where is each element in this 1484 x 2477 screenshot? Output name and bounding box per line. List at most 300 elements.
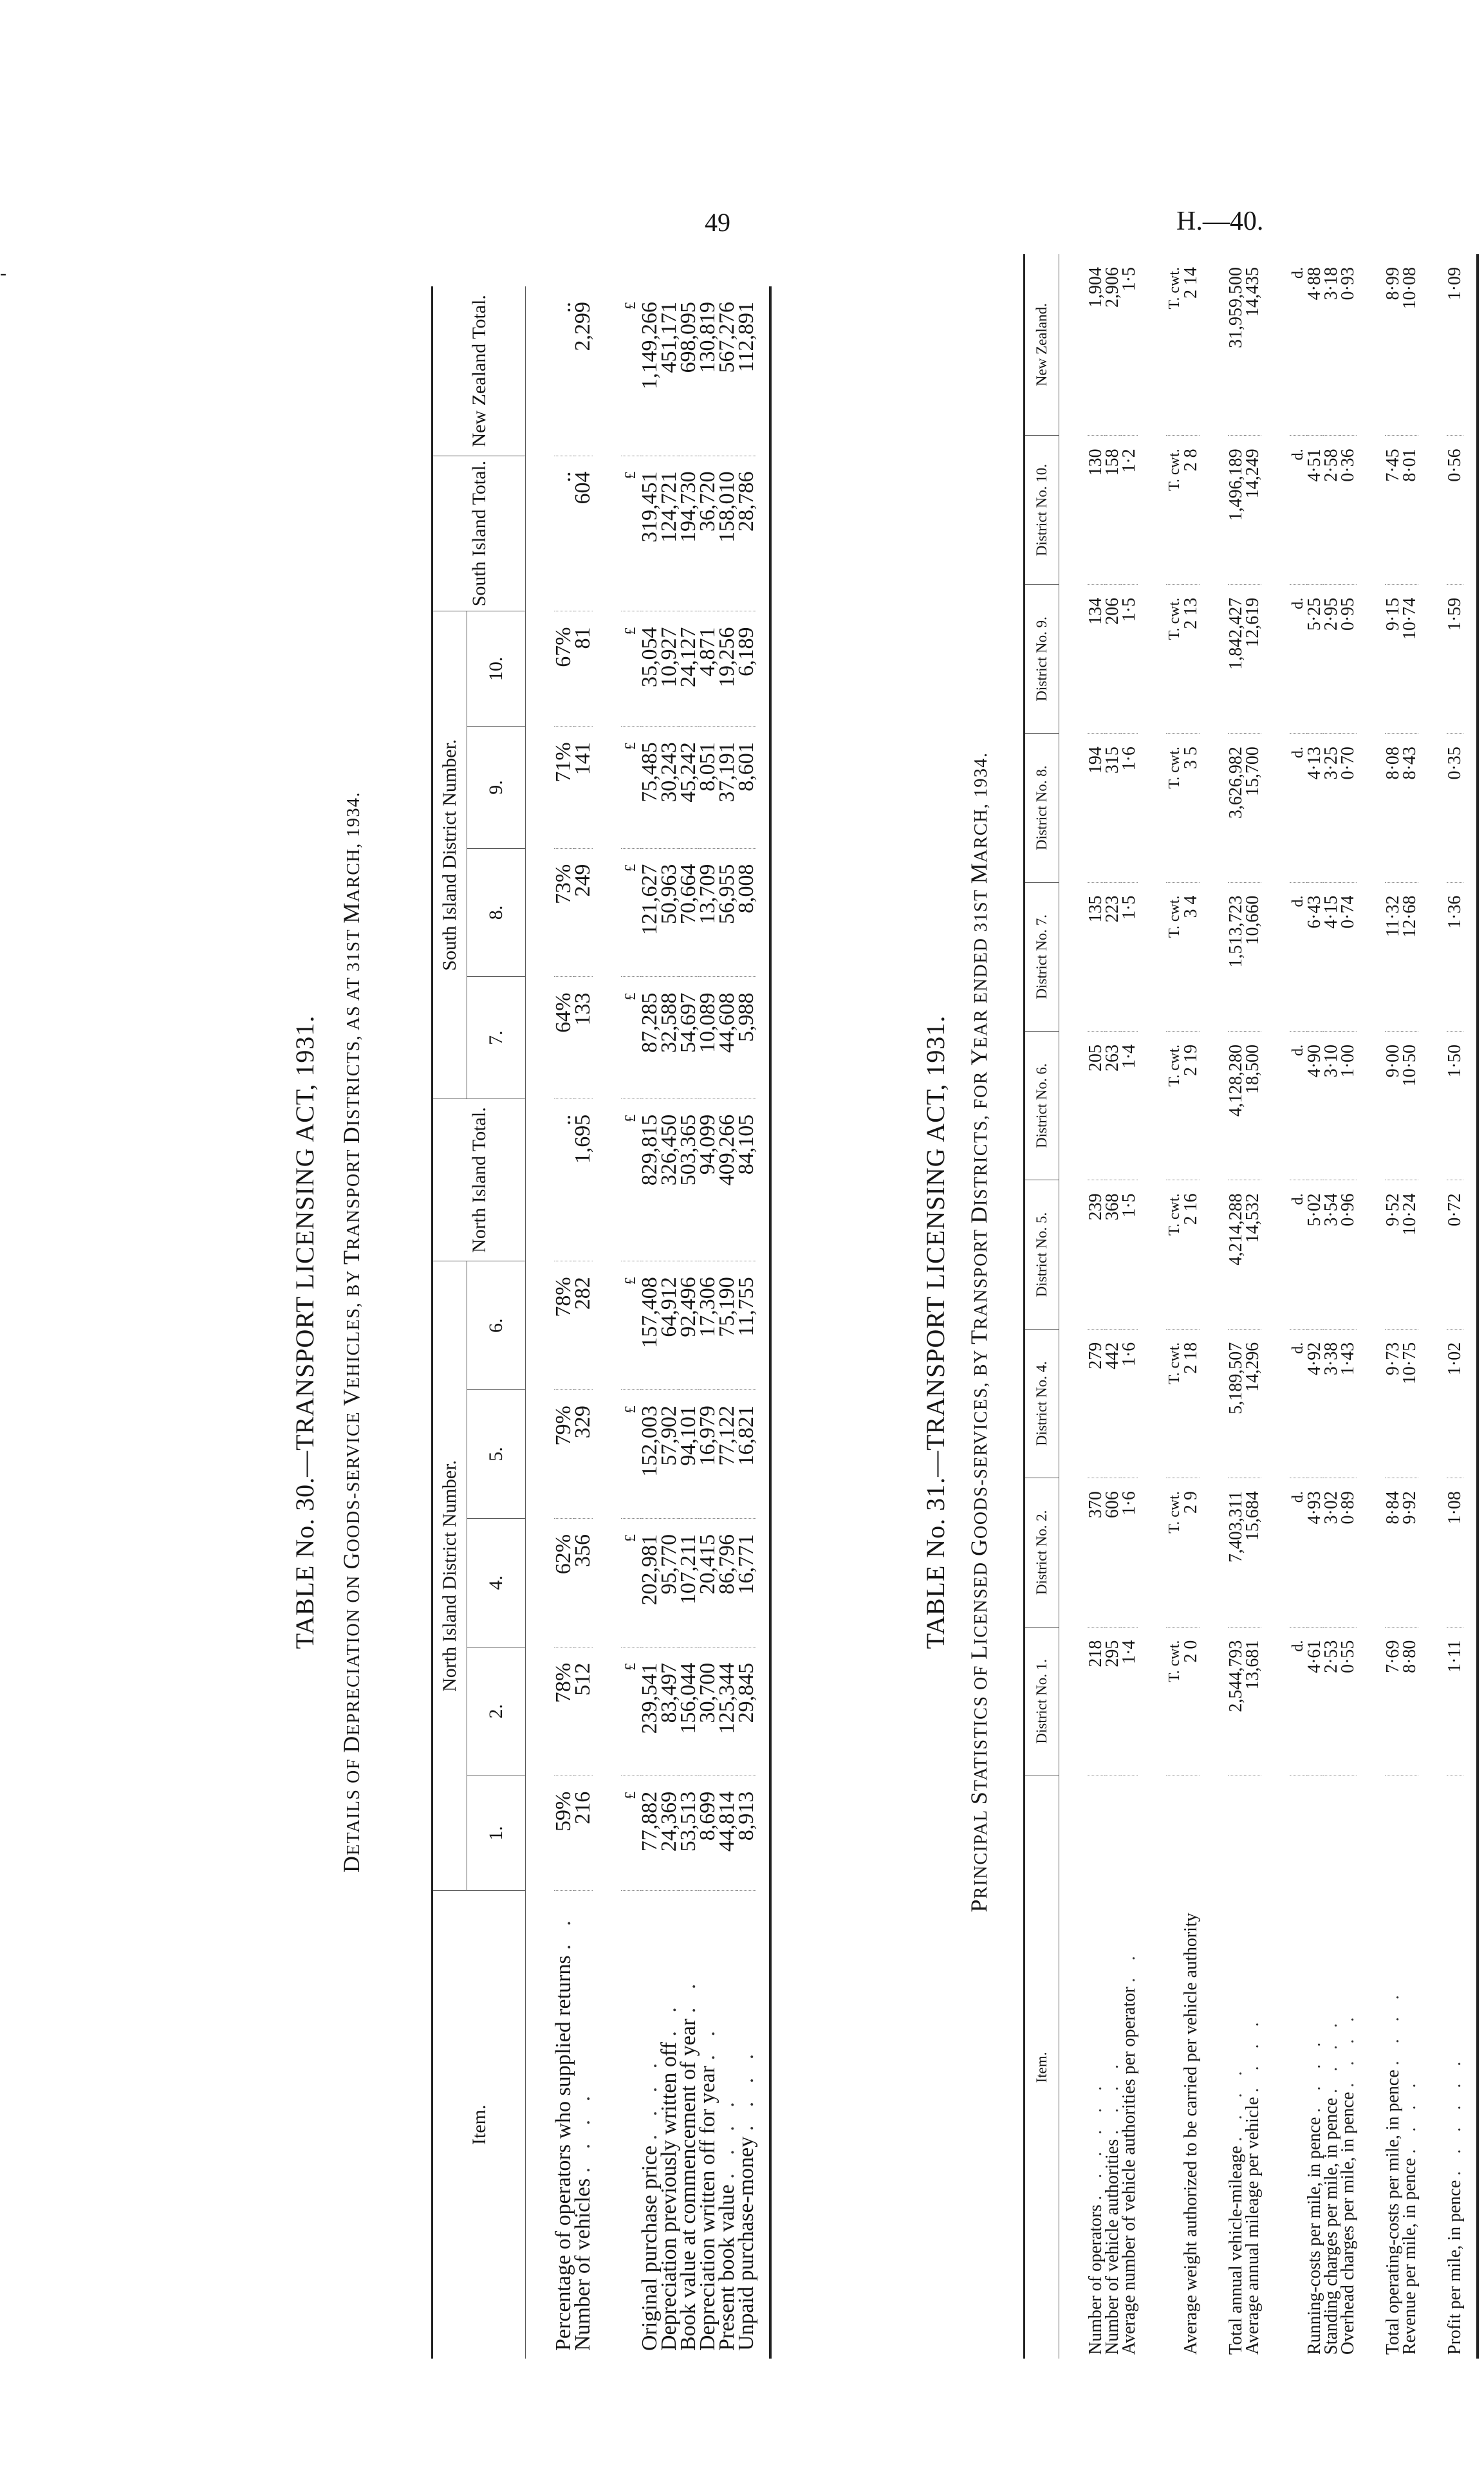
table30-value-cell: 2,299 (573, 286, 593, 456)
table30-value-cell: 8,601 (737, 727, 756, 848)
table31-subtitle-part: Y (966, 1048, 992, 1066)
table31-value-cell: 606 (1104, 1478, 1121, 1627)
table30-subtitle-part: EHICLES, BY (344, 1265, 364, 1389)
table31-value-cell: 31,959,500 (1228, 254, 1245, 436)
table30-value-cell: 125,344 (718, 1647, 737, 1776)
table31-district-header: District No. 1. (1025, 1627, 1059, 1776)
table31-value-cell: T. cwt. (1166, 1180, 1183, 1329)
table31-district-header: District No. 6. (1025, 1031, 1059, 1180)
table30-value-cell: 604 (573, 456, 593, 611)
table31-row-label: Total operating-costs per mile, in pence (1383, 2070, 1403, 2355)
table30-value-cell: 698,095 (679, 286, 698, 456)
table31-value-cell: 368 (1104, 1180, 1121, 1329)
table30-value-cell: 157,408 (640, 1261, 660, 1390)
table31-value-cell: 4·93 (1306, 1478, 1323, 1627)
table30-value-cell: 30,700 (698, 1647, 718, 1776)
table31-value-cell: 1·50 (1447, 1031, 1463, 1180)
table30-row-label: Original purchase price (638, 2145, 662, 2351)
table31-value-cell: 5·25 (1306, 584, 1323, 733)
table31-value-cell: T. cwt. (1166, 882, 1183, 1031)
table31-spacer-cell (1138, 254, 1166, 2359)
table31-value-cell: 2 8 (1183, 436, 1200, 584)
table31-subtitle-part: P (966, 1898, 992, 1913)
table30-row-label: Number of vehicles (571, 2178, 595, 2351)
table30-value-cell: £ (621, 727, 640, 848)
table31-subtitle-part: G (966, 1539, 992, 1556)
table31-row-label: Average weight authorized to be carried per vehicle authority (1181, 1913, 1201, 2355)
table31-value-cell: 218 (1088, 1627, 1104, 1776)
table31-row-label: Overhead charges per mile, in pence (1338, 2092, 1358, 2355)
table30-value-cell: £ (621, 1099, 640, 1261)
table30-value-cell: 35,054 (640, 611, 660, 727)
table31-value-cell: d. (1290, 436, 1306, 584)
table31-spacer-row (1138, 254, 1166, 2359)
table31-row-label-cell (1121, 1776, 1138, 2359)
table31-leader-dots: . . . . (1243, 2016, 1263, 2093)
table31-leader-dots: . . . . . . (1086, 2079, 1106, 2200)
table30-subtitle-part: ETAILS OF (344, 1752, 364, 1855)
table31-row-label: Standing charges per mile, in pence (1321, 2097, 1341, 2355)
table30-value-cell: 53,513 (679, 1776, 698, 1891)
table30-value-cell: 16,979 (698, 1390, 718, 1519)
table31-value-cell: 18,500 (1245, 1031, 1261, 1180)
table31-value-cell: d. (1290, 1329, 1306, 1478)
table30-value-cell: 87,285 (640, 977, 660, 1099)
table30-value-cell: 62% (554, 1518, 573, 1647)
table30-subtitle-part: RANSPORT (344, 1144, 364, 1250)
table31-value-cell: 3·10 (1323, 1031, 1340, 1180)
table30 (431, 286, 772, 2359)
table31-value-cell: T. cwt. (1166, 436, 1183, 584)
table31-row-label: Average number of vehicle authorities per operator (1119, 1987, 1139, 2355)
table30-value-cell: 13,709 (698, 848, 718, 977)
table30-row (573, 286, 593, 2359)
table31-row-label-cell (1183, 1776, 1200, 2359)
table31-value-cell: 9·15 (1385, 584, 1402, 733)
table30-value-cell: 45,242 (679, 727, 698, 848)
table30-south-group-header: South Island District Number. (432, 611, 467, 1099)
table30-value-cell: 54,697 (679, 977, 698, 1099)
table30-leader-dots: . . (552, 1914, 575, 1950)
table31-district-header: District No. 4. (1025, 1329, 1059, 1478)
table31-value-cell: 8·80 (1402, 1627, 1418, 1776)
table31-district-header: District No. 10. (1025, 436, 1059, 584)
table31-row-label: Number of operators (1086, 2204, 1106, 2355)
table30-bottom-rule-cell (756, 286, 770, 2359)
table31-value-cell: 14,532 (1245, 1180, 1261, 1329)
table31-value-cell: 4·88 (1306, 254, 1323, 436)
table30-south-total-header: South Island Total. (432, 456, 526, 611)
table30-south-col-header: 7. (467, 977, 526, 1099)
table30-value-cell: £ (621, 456, 640, 611)
table31-value-cell: 4·90 (1306, 1031, 1323, 1180)
table31-value-cell: 0·70 (1340, 734, 1357, 882)
table31-value-cell: 2 16 (1183, 1180, 1200, 1329)
table31-value-cell: 9·92 (1402, 1478, 1418, 1627)
table31-value-cell: 1·6 (1121, 1478, 1138, 1627)
table31-value-cell: 1·00 (1340, 1031, 1357, 1180)
table31-value-cell: 194 (1088, 734, 1104, 882)
table30-subtitle-part: EPRECIATION ON (344, 1569, 364, 1736)
table31-leader-dots: . . . . . . (1445, 2055, 1465, 2176)
table30-value-cell: 28,786 (737, 456, 756, 611)
table31-subtitle-part: L (966, 1644, 992, 1660)
table31-value-cell: 2 13 (1183, 584, 1200, 733)
table30-value-cell: 30,243 (660, 727, 679, 848)
table30-subtitle-part: ISTRICTS, AS AT 31ST (344, 923, 364, 1127)
table31-value-cell: 0·35 (1447, 734, 1463, 882)
table30-item-header: Item. (468, 2104, 490, 2145)
table31-value-cell: 135 (1088, 882, 1104, 1031)
table31-subtitle-part: S (966, 1791, 992, 1805)
table31-value-cell: 1·2 (1121, 436, 1138, 584)
table30-row (737, 286, 756, 2359)
table31-row-label: Average annual mileage per vehicle (1243, 2097, 1263, 2355)
table31-row-label-cell (1402, 1776, 1418, 2359)
table31-value-cell: 134 (1088, 584, 1104, 733)
table30-nz-total-header: New Zealand Total. (432, 286, 526, 456)
table30-leader-dots: . . . . (638, 2056, 662, 2140)
table30-north-col-header: 5. (467, 1390, 526, 1519)
table31-value-cell: d. (1290, 584, 1306, 733)
table31-value-cell: 4,128,280 (1228, 1031, 1245, 1180)
table30-value-cell: 121,627 (640, 848, 660, 977)
table31-value-cell: 0·74 (1340, 882, 1357, 1031)
table31-value-cell: d. (1290, 254, 1306, 436)
table30-value-cell: £ (621, 1261, 640, 1390)
table30-row-label: Percentage of operators who supplied returns (552, 1955, 575, 2351)
table31-value-cell: 1·59 (1447, 584, 1463, 733)
table31-value-cell: 0·55 (1340, 1627, 1357, 1776)
table31-value-cell: 0·72 (1447, 1180, 1463, 1329)
table30-value-cell: 512 (573, 1647, 593, 1776)
table30-value-cell: 16,821 (737, 1390, 756, 1519)
table30-value-cell: 567,276 (718, 286, 737, 456)
table31-value-cell: 2·95 (1323, 584, 1340, 733)
table31-value-cell: 1·36 (1447, 882, 1463, 1031)
table30-value-cell: 73% (554, 848, 573, 977)
table31-value-cell: 3·25 (1323, 734, 1340, 882)
table31-value-cell: 4·51 (1306, 436, 1323, 584)
table30-value-cell: 239,541 (640, 1647, 660, 1776)
table30-value-cell: 64,912 (660, 1261, 679, 1390)
table31-value-cell: T. cwt. (1166, 1478, 1183, 1627)
table31-row-label: Profit per mile, in pence (1445, 2180, 1465, 2355)
table31-value-cell: 3 5 (1183, 734, 1200, 882)
table31-value-cell: 315 (1104, 734, 1121, 882)
table31-value-cell: 0·93 (1340, 254, 1357, 436)
table30-value-cell: 83,497 (660, 1647, 679, 1776)
table30-value-cell: 36,720 (698, 456, 718, 611)
table30-value-cell: .. (554, 1099, 573, 1261)
table31-value-cell: 2·53 (1323, 1627, 1340, 1776)
table31-value-cell: 12·68 (1402, 882, 1418, 1031)
table30-spacer-cell (526, 286, 555, 2359)
table31-value-cell: 5,189,507 (1228, 1329, 1245, 1478)
table30-value-cell: 78% (554, 1647, 573, 1776)
table30-subtitle-part: V (339, 1388, 364, 1406)
table30-row-label-cell (734, 1891, 758, 2359)
table31-subtitle-part: OODS-SERVICES, BY (971, 1344, 991, 1539)
table31-value-cell: 14,249 (1245, 436, 1261, 584)
table31-subtitle-part: EAR ENDED 31ST (971, 884, 991, 1048)
table31-value-cell: 1·09 (1447, 254, 1463, 436)
table30-subtitle-part: ARCH, 1934. (344, 792, 364, 902)
table31-value-cell: 2 19 (1183, 1031, 1200, 1180)
table30-value-cell: 94,099 (698, 1099, 718, 1261)
table31-value-cell: 9·00 (1385, 1031, 1402, 1180)
table31-value-cell: 8·08 (1385, 734, 1402, 882)
table31-district-header: District No. 2. (1025, 1478, 1059, 1627)
table30-value-cell: 75,190 (718, 1261, 737, 1390)
table31-district-header: District No. 8. (1025, 734, 1059, 882)
table31-district-header: New Zealand. (1025, 254, 1059, 436)
table30-value-cell: 112,891 (737, 286, 756, 456)
table31-leader-dots: . . . . (1102, 2057, 1122, 2135)
table30-value-cell: 11,755 (737, 1261, 756, 1390)
table30-value-cell: 57,902 (660, 1390, 679, 1519)
table30-bottom-rule (756, 286, 770, 2359)
table31-row-label: Running-costs per mile, in pence (1304, 2117, 1324, 2355)
table30-value-cell: £ (621, 1647, 640, 1776)
table31-value-cell: 2 18 (1183, 1329, 1200, 1478)
table30-value-cell: 158,010 (718, 456, 737, 611)
table30-subtitle-part: D (339, 1126, 364, 1144)
table31-value-cell: 1·5 (1121, 584, 1138, 733)
table30-value-cell: 77,882 (640, 1776, 660, 1891)
table30-value-cell: 130,819 (698, 286, 718, 456)
table31-value-cell: 158 (1104, 436, 1121, 584)
table31-value-cell: 1·02 (1447, 1329, 1463, 1478)
table30-north-total-header: North Island Total. (432, 1099, 526, 1261)
table31-district-header: District No. 5. (1025, 1180, 1059, 1329)
table31-value-cell: d. (1290, 734, 1306, 882)
table31-value-cell: 12,619 (1245, 584, 1261, 733)
table31 (1023, 254, 1479, 2359)
table30-value-cell: 50,963 (660, 848, 679, 977)
table31-value-cell: 14,296 (1245, 1329, 1261, 1478)
table30-spacer-cell (593, 286, 621, 2359)
table31-value-cell: 4·92 (1306, 1329, 1323, 1478)
table31-value-cell: 3·54 (1323, 1180, 1340, 1329)
table30-value-cell: 326,450 (660, 1099, 679, 1261)
table31-value-cell: 9·73 (1385, 1329, 1402, 1478)
table31-row (1385, 254, 1402, 2359)
table30-value-cell: 409,266 (718, 1099, 737, 1261)
table30-leader-dots: . . (676, 1977, 700, 2014)
table31-subtitle-part: ISTRICTS, FOR (971, 1065, 991, 1206)
table31-value-cell: T. cwt. (1166, 1627, 1183, 1776)
table31-value-cell: d. (1290, 1031, 1306, 1180)
table30-value-cell: 75,485 (640, 727, 660, 848)
table31-value-cell: 1·11 (1447, 1627, 1463, 1776)
table31-value-cell: 8·43 (1402, 734, 1418, 882)
table30-subtitle-part: M (339, 902, 364, 923)
table31-leader-dots: . . . . (1383, 1989, 1403, 2066)
table31-spacer-row (1418, 254, 1447, 2359)
table31-value-cell: 8·99 (1385, 254, 1402, 436)
table31-value-cell: 370 (1088, 1478, 1104, 1627)
table30-row-label: Book value at commencement of year (676, 2018, 700, 2351)
table31-spacer-row (1261, 254, 1290, 2359)
table31-bottom-rule (1463, 254, 1478, 2359)
table30-value-cell: 124,721 (660, 456, 679, 611)
table31-value-cell: 0·95 (1340, 584, 1357, 733)
table31-spacer-cell (1059, 254, 1088, 2359)
table30-value-cell: 10,927 (660, 611, 679, 727)
table31-value-cell: 0·89 (1340, 1478, 1357, 1627)
table31-value-cell: 4·61 (1306, 1627, 1323, 1776)
table31-value-cell: 1,496,189 (1228, 436, 1245, 584)
table30-value-cell: 24,369 (660, 1776, 679, 1891)
table31-row (1447, 254, 1463, 2359)
table31-item-header: Item. (1034, 2052, 1050, 2083)
table30-value-cell: 282 (573, 1261, 593, 1390)
table31-value-cell: 130 (1088, 436, 1104, 584)
table31-leader-dots: . . . . (1304, 2036, 1324, 2113)
table31-value-cell: 1·5 (1121, 882, 1138, 1031)
table30-value-cell: 44,814 (718, 1776, 737, 1891)
table30-value-cell: 92,496 (679, 1261, 698, 1390)
table31-value-cell: 3·18 (1323, 254, 1340, 436)
table30-value-cell: 86,796 (718, 1518, 737, 1647)
table30-value-cell: 8,008 (737, 848, 756, 977)
table31-value-cell: 14,435 (1245, 254, 1261, 436)
table31-row-label: Total annual vehicle-mileage (1226, 2146, 1246, 2355)
table31-value-cell: 1·08 (1447, 1478, 1463, 1627)
table31-row-label: Number of vehicle authorities (1102, 2138, 1122, 2355)
table30-value-cell: 319,451 (640, 456, 660, 611)
table31-subtitle-part: RINCIPAL (971, 1804, 991, 1899)
table30-value-cell: .. (554, 456, 573, 611)
table31-value-cell: 2·58 (1323, 436, 1340, 584)
table31-value-cell: 13,681 (1245, 1627, 1261, 1776)
table30-value-cell: 4,871 (698, 611, 718, 727)
table30-value-cell: 8,699 (698, 1776, 718, 1891)
table31-value-cell: 1·4 (1121, 1031, 1138, 1180)
table31-subtitle-part: T (966, 1329, 992, 1344)
table31-subtitle-part: ICENSED (971, 1556, 991, 1645)
table31-value-cell: 10·08 (1402, 254, 1418, 436)
table30-spacer-row (593, 286, 621, 2359)
table31-value-cell: 205 (1088, 1031, 1104, 1180)
table30-north-col-header: 1. (467, 1776, 526, 1891)
table31-district-header: District No. 9. (1025, 584, 1059, 733)
table30-value-cell: 6,189 (737, 611, 756, 727)
table31-value-cell: 1·4 (1121, 1627, 1138, 1776)
table30-value-cell: 29,845 (737, 1647, 756, 1776)
table31-leader-dots: . . (1119, 1949, 1139, 1983)
table31-value-cell: 239 (1088, 1180, 1104, 1329)
table30-value-cell: 8,913 (737, 1776, 756, 1891)
rotated-tables-region (193, 206, 1484, 2394)
table31-row-label-cell (1245, 1776, 1261, 2359)
table31-value-cell: 1,842,427 (1228, 584, 1245, 733)
table30-value-cell: 59% (554, 1776, 573, 1891)
table31-value-cell: 10·74 (1402, 584, 1418, 733)
table31-value-cell: T. cwt. (1166, 1031, 1183, 1180)
table30-value-cell: 70,664 (679, 848, 698, 977)
table30-leader-dots: . . . . (715, 2095, 739, 2179)
table31-value-cell: 1·6 (1121, 1329, 1138, 1478)
table31-value-cell: 8·84 (1385, 1478, 1402, 1627)
document-reference: H.—40. (1176, 207, 1264, 236)
table31-value-cell: 3·38 (1323, 1329, 1340, 1478)
table30-subtitle (338, 270, 365, 2394)
table31-value-cell: 206 (1104, 584, 1121, 733)
table30-value-cell: 17,306 (698, 1261, 718, 1390)
table31-value-cell: 263 (1104, 1031, 1121, 1180)
table30-north-col-header: 6. (467, 1261, 526, 1390)
table31-value-cell: d. (1290, 882, 1306, 1031)
table30-value-cell: £ (621, 611, 640, 727)
table31-value-cell: 10,660 (1245, 882, 1261, 1031)
table30-value-cell: 32,588 (660, 977, 679, 1099)
table30-value-cell: £ (621, 286, 640, 456)
table31-value-cell: 3,626,982 (1228, 734, 1245, 882)
table31-row-label: Revenue per mile, in pence (1400, 2158, 1420, 2355)
table31-subtitle (965, 270, 992, 2394)
table31-title: TABLE No. 31.—TRANSPORT LICENSING ACT, 1931. (921, 1015, 950, 1649)
table31-value-cell: 7·45 (1385, 436, 1402, 584)
table31-value-cell: 10·50 (1402, 1031, 1418, 1180)
table30-value-cell: 79% (554, 1390, 573, 1519)
table31-row (1121, 254, 1138, 2359)
table31-row (1340, 254, 1357, 2359)
table30-value-cell: 77,122 (718, 1390, 737, 1519)
table30-south-col-header: 9. (467, 727, 526, 848)
page-number: 49 (705, 208, 730, 237)
table31-value-cell: 0·56 (1447, 436, 1463, 584)
table31-value-cell: 11·32 (1385, 882, 1402, 1031)
table30-value-cell: 37,191 (718, 727, 737, 848)
table30-value-cell: 44,608 (718, 977, 737, 1099)
table30-value-cell: 829,815 (640, 1099, 660, 1261)
table31-subtitle-part: D (966, 1205, 992, 1223)
table31-value-cell: 1,513,723 (1228, 882, 1245, 1031)
table30-value-cell: 95,770 (660, 1518, 679, 1647)
table30-value-cell: 141 (573, 727, 593, 848)
table30-north-group-header: North Island District Number. (432, 1261, 467, 1891)
table30-value-cell: 16,771 (737, 1518, 756, 1647)
table31-value-cell: 2 0 (1183, 1627, 1200, 1776)
table30-value-cell: 10,089 (698, 977, 718, 1099)
table31-value-cell: 1·6 (1121, 734, 1138, 882)
table30-value-cell: £ (621, 1776, 640, 1891)
table30-value-cell: 64% (554, 977, 573, 1099)
table31-value-cell: 7·69 (1385, 1627, 1402, 1776)
table31-value-cell: 1·5 (1121, 254, 1138, 436)
table30-row-label: Depreciation previously written off (657, 2042, 681, 2351)
table30-row (554, 286, 573, 2359)
table31-value-cell: 0·96 (1340, 1180, 1357, 1329)
table31-value-cell: 279 (1088, 1329, 1104, 1478)
table31-value-cell: d. (1290, 1180, 1306, 1329)
table30-subtitle-part: T (339, 1250, 364, 1265)
table31-value-cell: T. cwt. (1166, 1329, 1183, 1478)
table30-subtitle-part: OODS-SERVICE (344, 1405, 364, 1552)
table31-row-label-cell (1340, 1776, 1357, 2359)
table31-value-cell: 1,904 (1088, 254, 1104, 436)
table31-row (1183, 254, 1200, 2359)
table30-value-cell: 156,044 (679, 1647, 698, 1776)
table30-title: TABLE No. 30.—TRANSPORT LICENSING ACT, 1931. (290, 1015, 319, 1649)
table30-row-label-cell (573, 1891, 593, 2359)
table31-value-cell: 1·43 (1340, 1329, 1357, 1478)
table31-value-cell: 2,906 (1104, 254, 1121, 436)
table30-value-cell: 1,695 (573, 1099, 593, 1261)
table31-spacer-cell (1261, 254, 1290, 2359)
